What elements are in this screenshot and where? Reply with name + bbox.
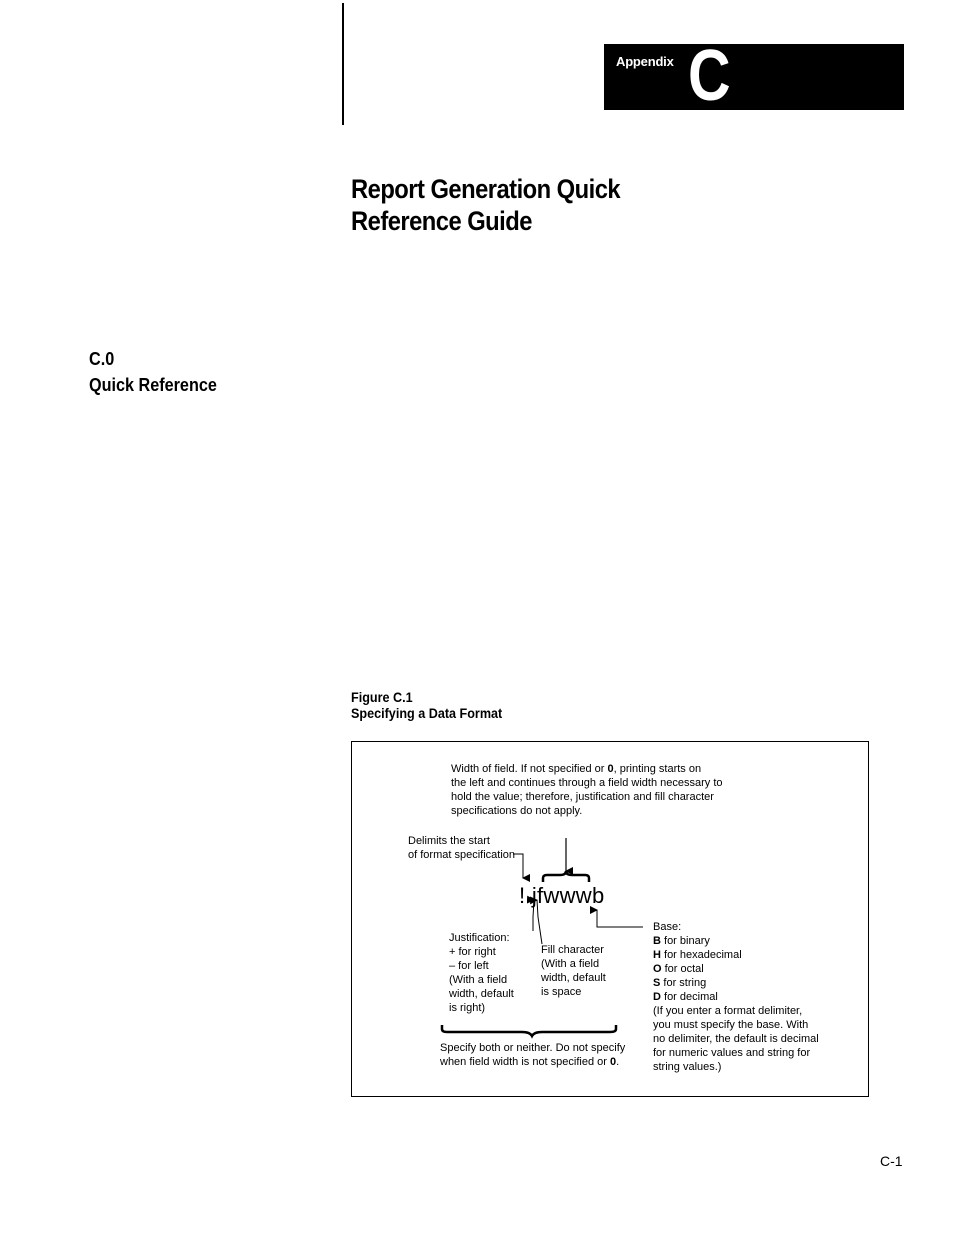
appendix-letter: C bbox=[688, 36, 731, 116]
appendix-tab bbox=[604, 36, 904, 116]
width-brace bbox=[543, 871, 589, 882]
fill-note: Fill character (With a field width, default is space bbox=[541, 944, 606, 998]
figure-label: Figure C.1 bbox=[351, 689, 413, 705]
page-title-line-2: Reference Guide bbox=[351, 206, 532, 236]
both-note: Specify both or neither. Do not specify when field width is not specified or 0. bbox=[440, 1042, 626, 1068]
data-format-diagram bbox=[351, 741, 869, 1097]
figure-caption: Specifying a Data Format bbox=[351, 705, 503, 721]
appendix-word: Appendix bbox=[616, 54, 674, 69]
delimiter-note: Delimits the start of format specification bbox=[408, 835, 515, 861]
base-note: Base: B for binary H for hexadecimal O for octal S for string D for decimal (If you enter a format delimiter, you must specify the base. With no delimiter, the default is decimal for numeric values and string for string values.) bbox=[653, 921, 819, 1073]
combined-brace bbox=[442, 1025, 616, 1036]
margin-rule bbox=[342, 3, 344, 125]
page-title-line-1: Report Generation Quick bbox=[351, 174, 621, 204]
page-number: C-1 bbox=[880, 1153, 903, 1169]
width-note: Width of field. If not specified or 0, printing starts on the left and continues through a field width necessary to hold the value; therefore, justification and fill character specifications do not apply. bbox=[451, 763, 723, 817]
format-string: ! jfwwwb bbox=[519, 883, 605, 908]
justification-note: Justification: + for right – for left (With a field width, default is right) bbox=[449, 932, 514, 1014]
base-leader-line bbox=[597, 910, 643, 927]
page-title bbox=[351, 173, 657, 237]
section-number: C.0 bbox=[89, 349, 115, 369]
section-title: Quick Reference bbox=[89, 375, 217, 395]
